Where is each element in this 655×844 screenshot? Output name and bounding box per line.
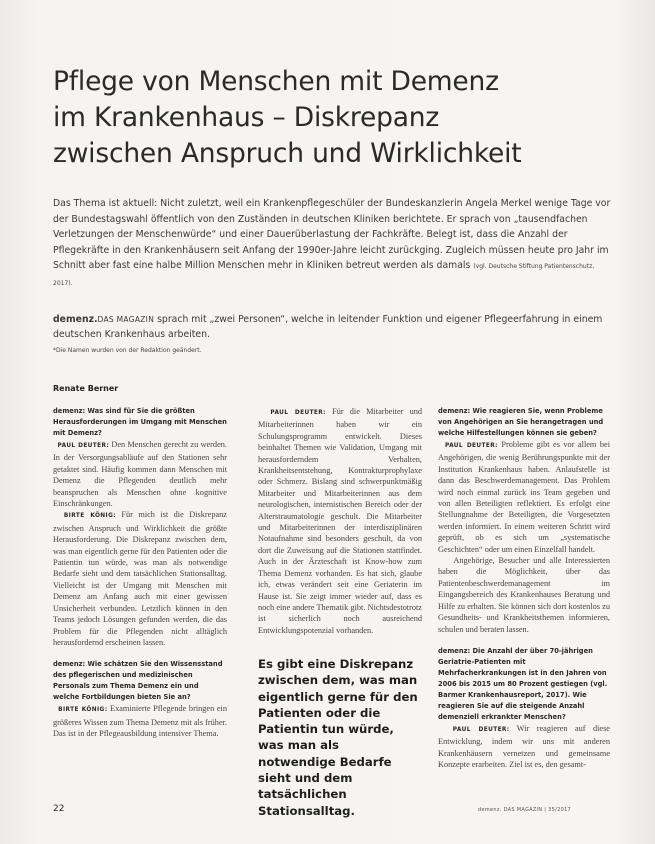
- speaker-name: PAUL DEUTER:: [444, 443, 498, 449]
- page-footer: demenz. DAS MAGAZIN | 35/2017: [478, 807, 572, 813]
- interview-answer: [438, 439, 610, 555]
- answer-text: Für die Mitarbeiter und Mitarbeiterinnen haben wir ein Schulungsprogramm entwickelt. Dieses beinhaltet Themen wie Validation, Umgang mit herausforderndem Verhalten, Krankheitsentstehung, Kontrakturprophylaxe oder Schmerz. Bislang sind schwerpunktmäßig Mitarbeiter und Mitarbeiterinnen aus dem neurologischen, internistischen Bereich oder der Alterstraumatologie geschult. Die Mitarbeiter und Mitarbeiterinnen der interdisziplinären Notaufnahme sind besonders geschult, da von dort die Zuweisung auf die Stationen stattfindet. Auch in der Ärzteschaft ist Know-how zum Thema Demenz vorhanden. Es hat sich, glaube ich, etwas verändert seit eine Geriaterin im Hause ist. Sie zeigt immer wieder auf, dass es noch eine andere Thematik gibt. Nichtsdestotrotz ist sicherlich noch ausreichend Entwicklungspotenzial vorhanden.: [258, 407, 423, 635]
- speaker-name: PAUL DEUTER:: [57, 443, 110, 449]
- magazine-brand: demenz.: [53, 314, 98, 325]
- article-title: [53, 64, 623, 172]
- answer-text: Examinierte Pflegende bringen ein größeres Wissen zum Thema Demenz mit als früher. Das ist in der Pflegeausbildung intensiver Thema.: [53, 704, 228, 739]
- text-column-2: [258, 406, 422, 636]
- interview-answer: [438, 723, 610, 771]
- pull-quote: Es gibt eine Diskrepanz zwischen dem, was man eigentlich gerne für den Patienten oder die Patientin tun würde, was man als notwendige Bedarfe sieht und dem tatsächlichen Stationsalltag.: [258, 657, 418, 818]
- footnote: *Die Namen wurden von der Redaktion geändert.: [53, 347, 202, 354]
- interview-answer: [53, 509, 227, 648]
- answer-text: Für mich ist die Diskrepanz zwischen Anspruch und Wirklichkeit die größte Herausforderung. Die Diskrepanz zwischen dem, was man eigentlich gerne für den Patienten oder die Patientin tun würde, was man als notwendige Bedarfe sieht und dem tatsächlichen Stationsalltag. Vielleicht ist der Umgang mit Menschen mit Demenz am Anfang auch mit einer gewissen Unsicherheit verbunden. Letztlich können in den Teams jedoch Lösungen gefunden werden, die das Problem für die Pflegenden nicht alltäglich herausfordernd erscheinen lassen.: [53, 510, 227, 647]
- interview-answer: [53, 439, 227, 509]
- answer-text: Angehörige, Besucher und alle Interessierten haben die Möglichkeit, über das Patientenbeschwerdemanagement im Eingangsbereich des Krankenhauses Beratung und Hilfe zu erhalten. Sie können sich dort kostenlos zu Gesundheits- und Krankheitsthemen informieren, schulen und beraten lassen.: [438, 556, 610, 634]
- speaker-name: BIRTE KÖNIG:: [63, 513, 116, 520]
- magazine-name: DAS MAGAZIN: [97, 315, 155, 324]
- magazine-note-text: sprach mit „zwei Personen“, welche in leitender Funktion und eigener Pflegeerfahrung in einem deutschen Krankenhaus arbeiten.: [53, 314, 603, 340]
- interview-question: demenz: Die Anzahl der über 70-jährigen Geriatrie-Patienten mit Mehrfacherkrankungen ist in den Jahren von 2006 bis 2015 um 80 Prozent gestiegen (vgl. Barmer Krankenhausreport, 2017). Wie reagieren Sie auf die steigende Anzahl demenziell erkrankter Menschen?: [438, 646, 608, 721]
- title-line-1: Pflege von Menschen mit Demenz: [53, 66, 499, 97]
- speaker-name: PAUL DEUTER:: [452, 726, 510, 733]
- interview-answer: [258, 406, 422, 636]
- magazine-interview-note: [53, 312, 613, 342]
- intro-text: Das Thema ist aktuell: Nicht zuletzt, weil ein Krankenpflegeschüler der Bundeskanzlerin Angela Merkel wenige Tage vor der Bundestagswahl öffentlich von den Zuständen in deutschen Kliniken berichtete. Er sprach von „tausendfachen Verletzungen der Menschenwürde“ und einer Dauerüberlastung der Fachkräfte. Belegt ist, dass die Anzahl der Pflegekräfte in den Krankenhäusern seit Anfang der 1990er-Jahre leicht zurückging. Zugleich müssen heute pro Jahr im Schnitt aber fast eine halbe Million Menschen mehr in Kliniken betreut werden als damals: [53, 198, 611, 271]
- answer-text: Probleme gibt es vor allem bei Angehörigen, die wenig Berührungspunkte mit der Institution Krankenhaus haben. Anlaufstelle ist dann das Beschwerdemanagement. Das Problem wird noch einmal zurück ins Team gegeben und von allen Beteiligten reflektiert. Es erfolgt eine Stellungnahme der Beteiligten, die Vorgesetzten werden informiert. In einem weiteren Schritt wird geprüft, ob es sich um „systematische Geschichten“ oder um einen Einzelfall handelt.: [438, 440, 611, 554]
- interview-answer-continued: [438, 555, 610, 635]
- interview-question: demenz: Wie schätzen Sie den Wissensstand des pflegerischen und medizinischen Personals zum Thema Demenz ein und welche Fortbildungen bieten Sie an?: [53, 660, 223, 702]
- intro-paragraph: [53, 196, 613, 291]
- answer-text: Den Menschen gerecht zu werden. In der Versorgungsabläufe auf den Stationen sehr getaktet sind. Häufig kommen dann Menschen mit Demenz die Pflegenden deutlich mehr beanspruchen als Menschen ohne kognitive Einschränkungen.: [53, 440, 227, 509]
- text-column-3: [438, 406, 610, 771]
- interview-answer: [53, 703, 227, 739]
- interview-question: demenz: Was sind für Sie die größten Herausforderungen im Umgang mit Menschen mit Demenz?: [53, 407, 227, 437]
- page-number: 22: [53, 804, 65, 814]
- text-column-1: [53, 406, 227, 740]
- interview-question: demenz: Wie reagieren Sie, wenn Probleme von Angehörigen an Sie herangetragen und welche Hilfestellungen können sie geben?: [438, 407, 604, 437]
- intro-source: (vgl. Deutsche Stiftung Patientenschutz, 2017).: [53, 263, 595, 287]
- title-line-2: im Krankenhaus – Diskrepanz: [53, 102, 440, 133]
- author-name: Renate Berner: [53, 384, 119, 393]
- title-line-3: zwischen Anspruch und Wirklichkeit: [53, 138, 522, 169]
- speaker-name: BIRTE KÖNIG:: [58, 707, 108, 714]
- answer-text: Wir reagieren auf diese Entwicklung, indem wir uns mit anderen Krankenhäusern vernetzen und gemeinsame Konzepte erarbeiten. Ziel ist es, den gesamt-: [438, 723, 610, 770]
- speaker-name: PAUL DEUTER:: [270, 410, 326, 416]
